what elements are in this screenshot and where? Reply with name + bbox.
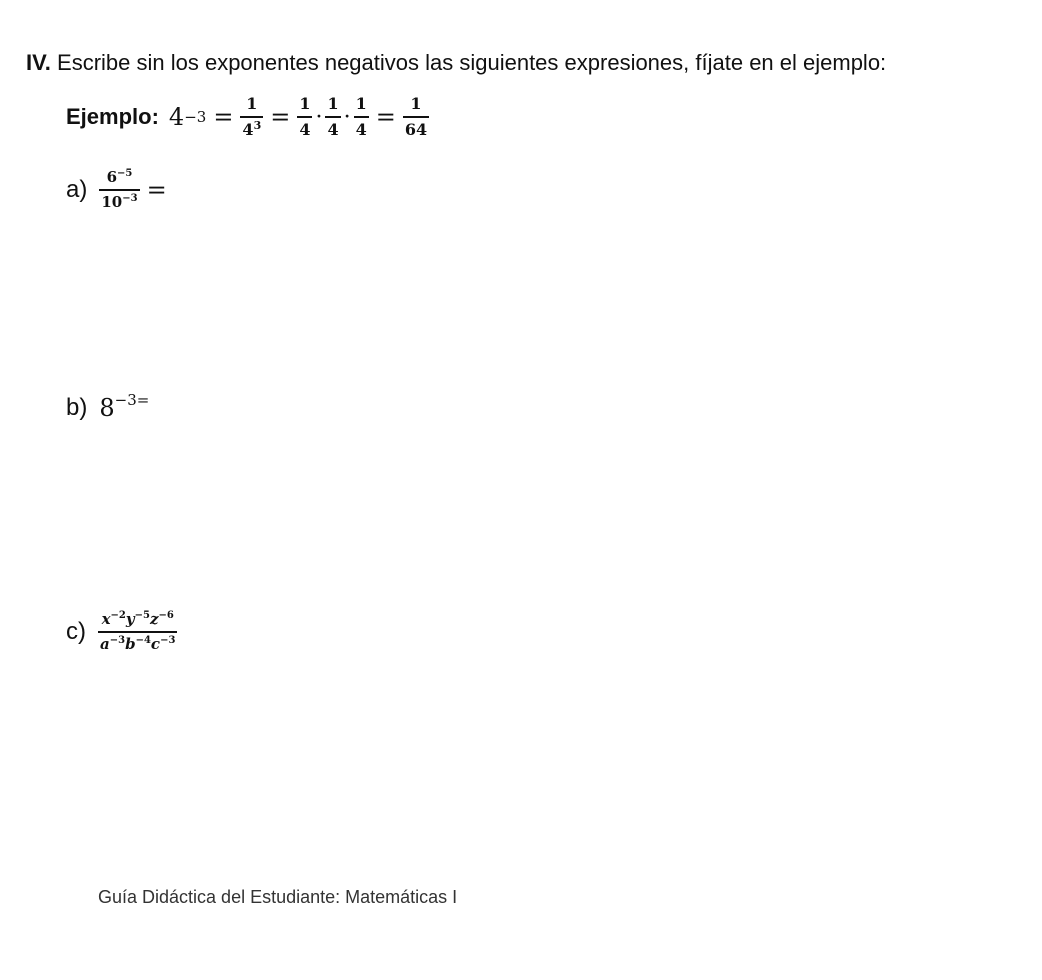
equals-sign: =: [146, 176, 167, 204]
fraction-bar: [98, 631, 177, 633]
fraction-denominator: 4: [327, 119, 339, 139]
exercise-b-expression: $8^{-3=}$: [99, 391, 150, 422]
equals-sign: =: [375, 103, 396, 131]
example-fraction-2a: [297, 96, 312, 138]
section-heading: [26, 50, 886, 76]
fraction-bar: [403, 116, 429, 118]
fraction-numerator: 1: [327, 94, 339, 114]
exercise-a: [66, 160, 174, 220]
fraction-numerator: 1: [410, 94, 422, 114]
fraction-bar: [297, 116, 312, 118]
multiply-dot: ·: [315, 104, 323, 130]
multiply-dot: ·: [343, 104, 351, 130]
example-label: Ejemplo:: [66, 104, 159, 129]
fraction-bar: [354, 116, 369, 118]
example-fraction-2b: [325, 96, 340, 138]
fraction-numerator: $6^{-5}$: [106, 168, 133, 187]
page-footer: Guía Didáctica del Estudiante: Matemáticas I: [98, 887, 458, 907]
exercise-c-fraction: [98, 612, 177, 652]
exercise-b: [66, 388, 149, 428]
exercise-c: [66, 600, 177, 664]
example-base: 4: [168, 103, 185, 131]
fraction-denominator: 4: [299, 119, 311, 139]
example-result-fraction: [403, 96, 429, 138]
fraction-denominator: $4^3$: [242, 118, 262, 139]
fraction-numerator: 1: [299, 94, 311, 114]
exercise-letter: b): [66, 394, 88, 421]
example-fraction-1: [240, 96, 263, 138]
fraction-numerator: $x^{-2}y^{-5}z^{-6}$: [101, 610, 174, 629]
fraction-denominator: $a^{-3}b^{-4}c^{-3}$: [100, 634, 176, 653]
fraction-numerator: 1: [355, 94, 367, 114]
exercise-letter: a): [66, 176, 88, 203]
fraction-numerator: 1: [246, 94, 258, 114]
section-instructions: Escribe sin los exponentes negativos las siguientes expresiones, fíjate en el ejemplo:: [57, 50, 887, 75]
fraction-denominator: $10^{-3}$: [101, 192, 138, 211]
section-number: IV.: [26, 50, 51, 75]
example-line: [66, 88, 429, 146]
example-expression: 4 −3 = $\frac{1}{4^3}$ = $\frac{1}{4}$ · $\frac{1}{4}$ · $\frac{1}{4}$ = $\frac{1}{64}$: [168, 94, 428, 139]
equals-sign: =: [213, 103, 234, 131]
exercise-letter: c): [66, 618, 86, 645]
equals-sign: =: [270, 103, 291, 131]
exercise-a-fraction: [99, 170, 139, 210]
fraction-denominator: 4: [355, 119, 367, 139]
fraction-bar: [99, 189, 139, 191]
fraction-bar: [325, 116, 340, 118]
example-fraction-2c: [354, 96, 369, 138]
fraction-bar: [240, 116, 263, 118]
fraction-denominator: 64: [404, 119, 428, 139]
